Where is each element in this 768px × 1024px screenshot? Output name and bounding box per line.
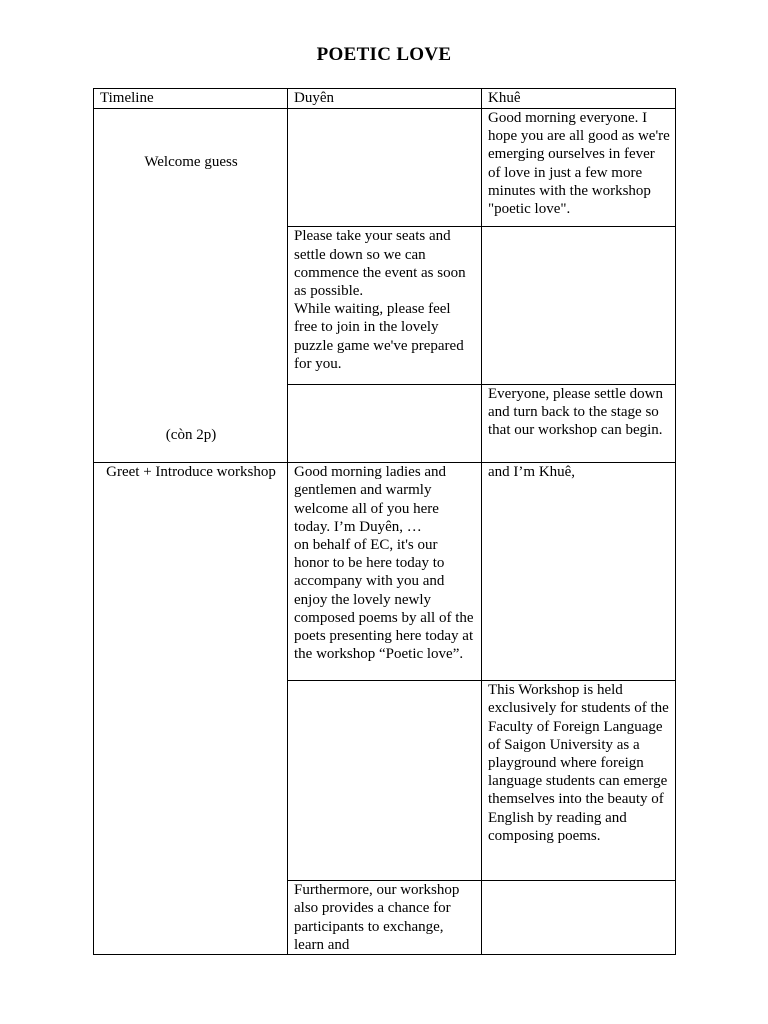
header-khue: Khuê	[482, 89, 676, 109]
timeline-label-remaining: (còn 2p)	[165, 426, 217, 443]
table-row	[94, 109, 676, 227]
duyen-cell	[288, 109, 482, 227]
table-row	[94, 463, 676, 681]
duyen-cell: Please take your seats and settle down so we can commence the event as soon as possible. While waiting, please feel free to join in the lovely puzzle game we've prepared for you.	[288, 227, 482, 384]
header-timeline: Timeline	[94, 89, 288, 109]
table-header-row	[94, 89, 676, 109]
script-table	[93, 88, 676, 955]
khue-cell: This Workshop is held exclusively for students of the Faculty of Foreign Language of Saigon University as a playground where foreign language students can emerge themselves into the beauty of English by reading and composing poems.	[482, 681, 676, 881]
document-title: POETIC LOVE	[316, 44, 452, 65]
khue-cell	[482, 881, 676, 955]
khue-cell: Everyone, please settle down and turn back to the stage so that our workshop can begin.	[482, 384, 676, 462]
timeline-label-welcome: Welcome guess	[144, 154, 238, 171]
khue-cell: and I’m Khuê,	[482, 463, 676, 681]
khue-cell: Good morning everyone. I hope you are all good as we're emerging ourselves in fever of love in just a few more minutes with the workshop "poetic love".	[482, 109, 676, 227]
timeline-cell-greet: Greet + Introduce workshop	[94, 463, 288, 955]
khue-cell	[482, 227, 676, 384]
duyen-cell	[288, 681, 482, 881]
duyen-cell: Furthermore, our workshop also provides a chance for participants to exchange, learn and	[288, 881, 482, 955]
header-duyen: Duyên	[288, 89, 482, 109]
timeline-cell-welcome	[94, 109, 288, 463]
duyen-cell	[288, 384, 482, 462]
duyen-cell: Good morning ladies and gentlemen and warmly welcome all of you here today. I’m Duyên, … on behalf of EC, it's our honor to be here today to accompany with you and enjoy the lovely newly composed poems by all of the poets presenting here today at the workshop “Poetic love”.	[288, 463, 482, 681]
